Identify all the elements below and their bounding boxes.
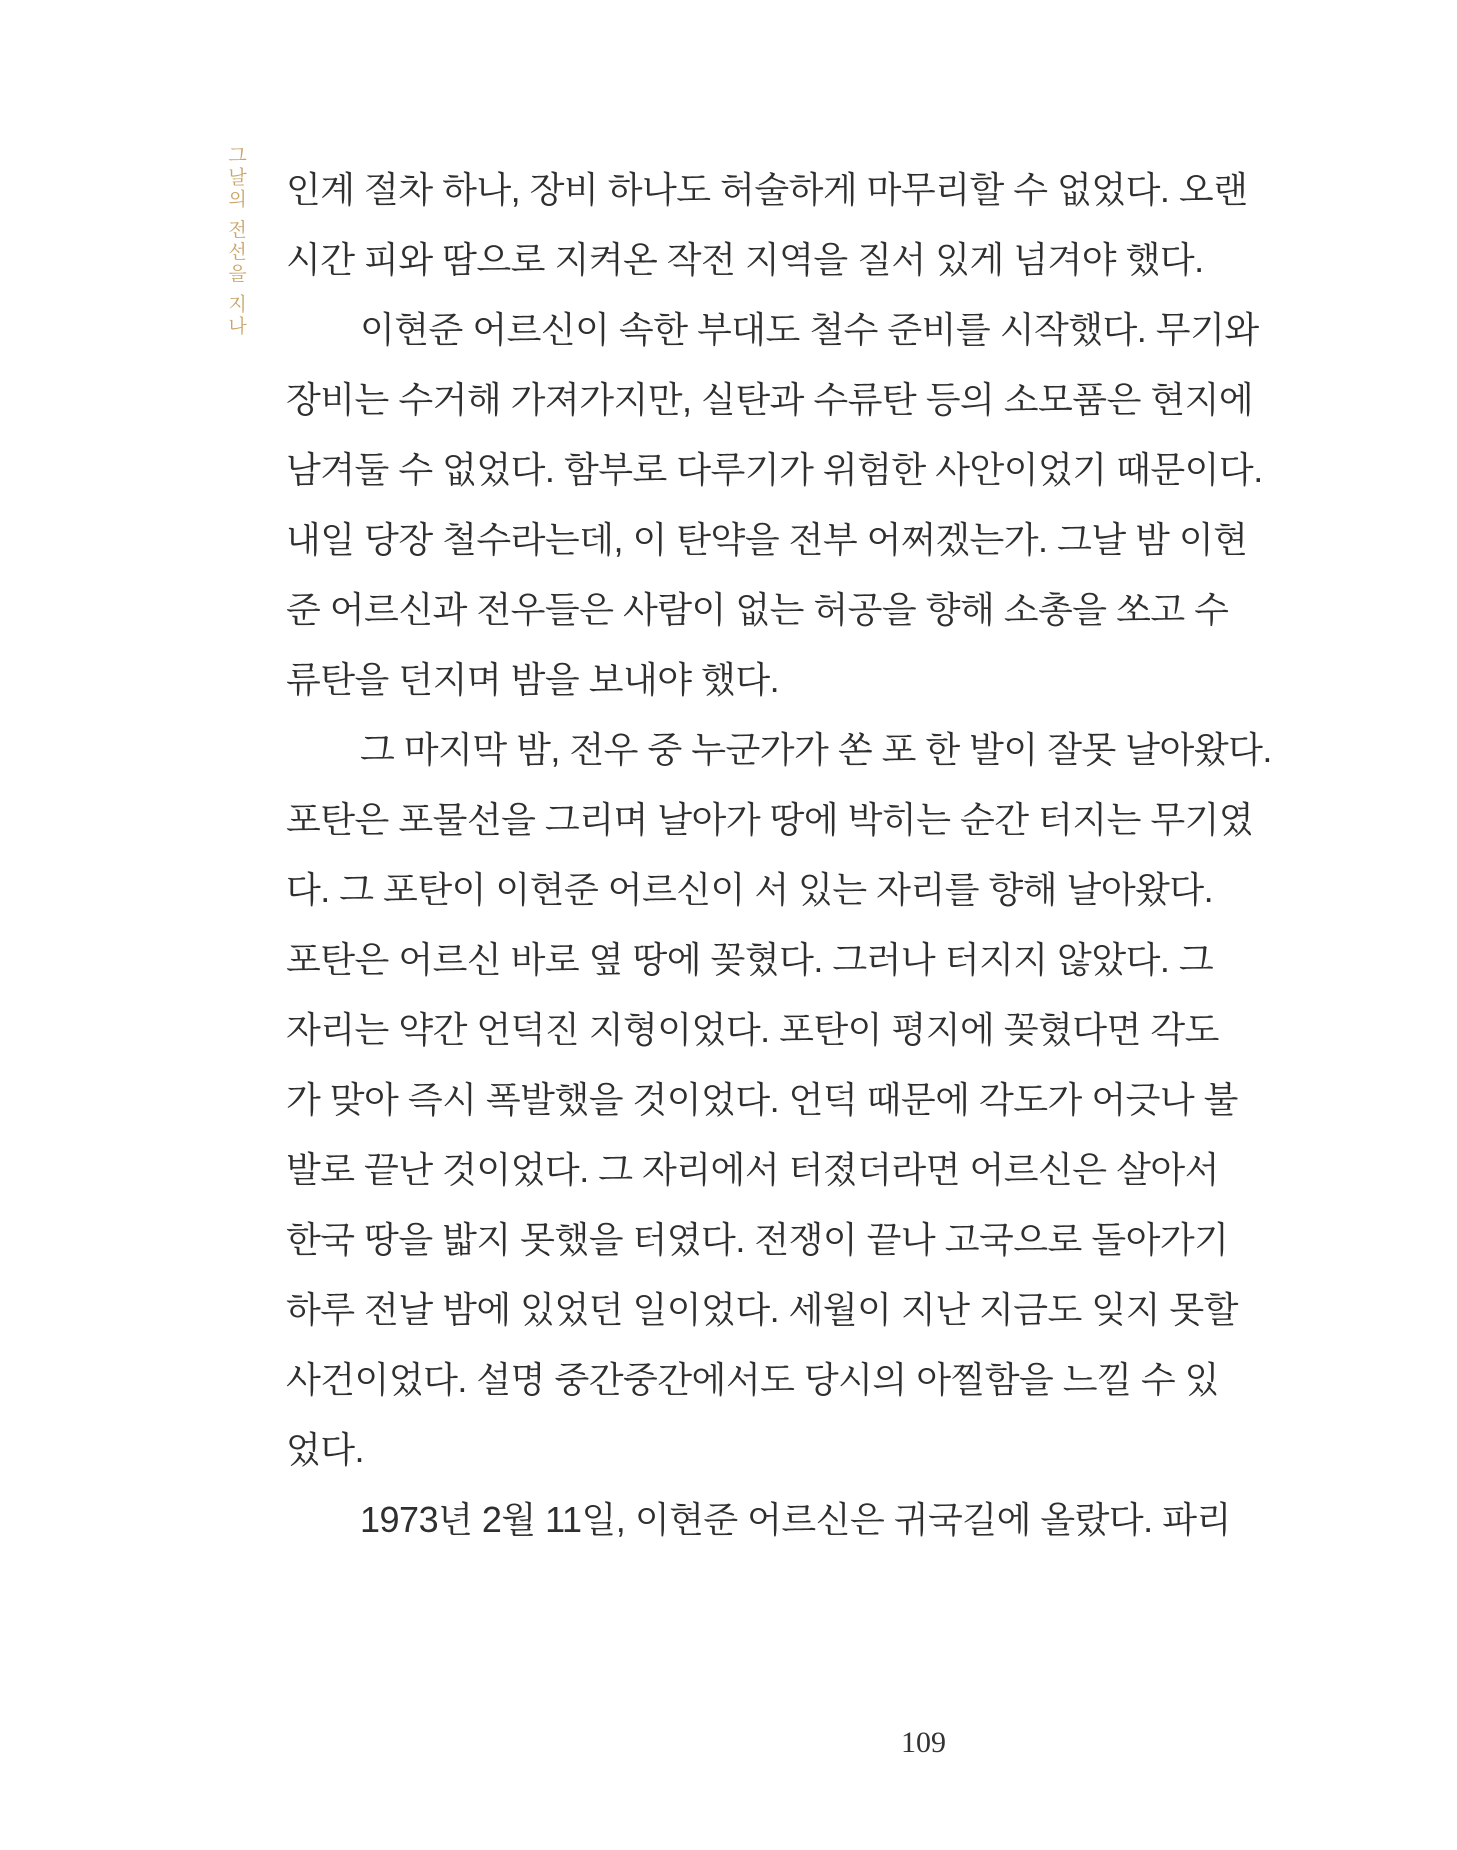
text-line: 장비는 수거해 가져가지만, 실탄과 수류탄 등의 소모품은 현지에 [286, 379, 1254, 420]
text-line: 1973년 2월 11일, 이현준 어르신은 귀국길에 올랐다. 파리 [360, 1499, 1231, 1540]
text-line: 그 마지막 밤, 전우 중 누군가가 쏜 포 한 발이 잘못 날아왔다. [360, 729, 1272, 770]
text-line: 한국 땅을 밟지 못했을 터였다. 전쟁이 끝나 고국으로 돌아가기 [286, 1219, 1229, 1260]
text-line: 시간 피와 땀으로 지켜온 작전 지역을 질서 있게 넘겨야 했다. [286, 239, 1204, 280]
text-line: 가 맞아 즉시 폭발했을 것이었다. 언덕 때문에 각도가 어긋나 불 [286, 1079, 1238, 1120]
page-number: 109 [901, 1726, 946, 1759]
text-line: 준 어르신과 전우들은 사람이 없는 허공을 향해 소총을 쏘고 수 [286, 589, 1229, 630]
text-line: 다. 그 포탄이 이현준 어르신이 서 있는 자리를 향해 날아왔다. [286, 869, 1214, 910]
text-line: 남겨둘 수 없었다. 함부로 다루기가 위험한 사안이었기 때문이다. [286, 449, 1263, 490]
text-line: 었다. [286, 1429, 365, 1470]
text-line: 이현준 어르신이 속한 부대도 철수 준비를 시작했다. 무기와 [360, 309, 1259, 350]
text-line: 사건이었다. 설명 중간중간에서도 당시의 아찔함을 느낄 수 있 [286, 1359, 1219, 1400]
text-line: 하루 전날 밤에 있었던 일이었다. 세월이 지난 지금도 잊지 못할 [286, 1289, 1238, 1330]
text-line: 내일 당장 철수라는데, 이 탄약을 전부 어쩌겠는가. 그날 밤 이현 [286, 519, 1248, 560]
text-line: 포탄은 어르신 바로 옆 땅에 꽂혔다. 그러나 터지지 않았다. 그 [286, 939, 1214, 980]
text-line: 포탄은 포물선을 그리며 날아가 땅에 박히는 순간 터지는 무기였 [286, 799, 1254, 840]
text-line: 류탄을 던지며 밤을 보내야 했다. [286, 659, 780, 700]
text-line: 자리는 약간 언덕진 지형이었다. 포탄이 평지에 꽂혔다면 각도 [286, 1009, 1219, 1050]
text-line: 인계 절차 하나, 장비 하나도 허술하게 마무리할 수 없었다. 오랜 [286, 169, 1248, 210]
body-lines [286, 155, 1272, 1555]
running-title: 그날의 전선을 지나 [225, 145, 246, 338]
text-line: 발로 끝난 것이었다. 그 자리에서 터졌더라면 어르신은 살아서 [286, 1149, 1219, 1190]
